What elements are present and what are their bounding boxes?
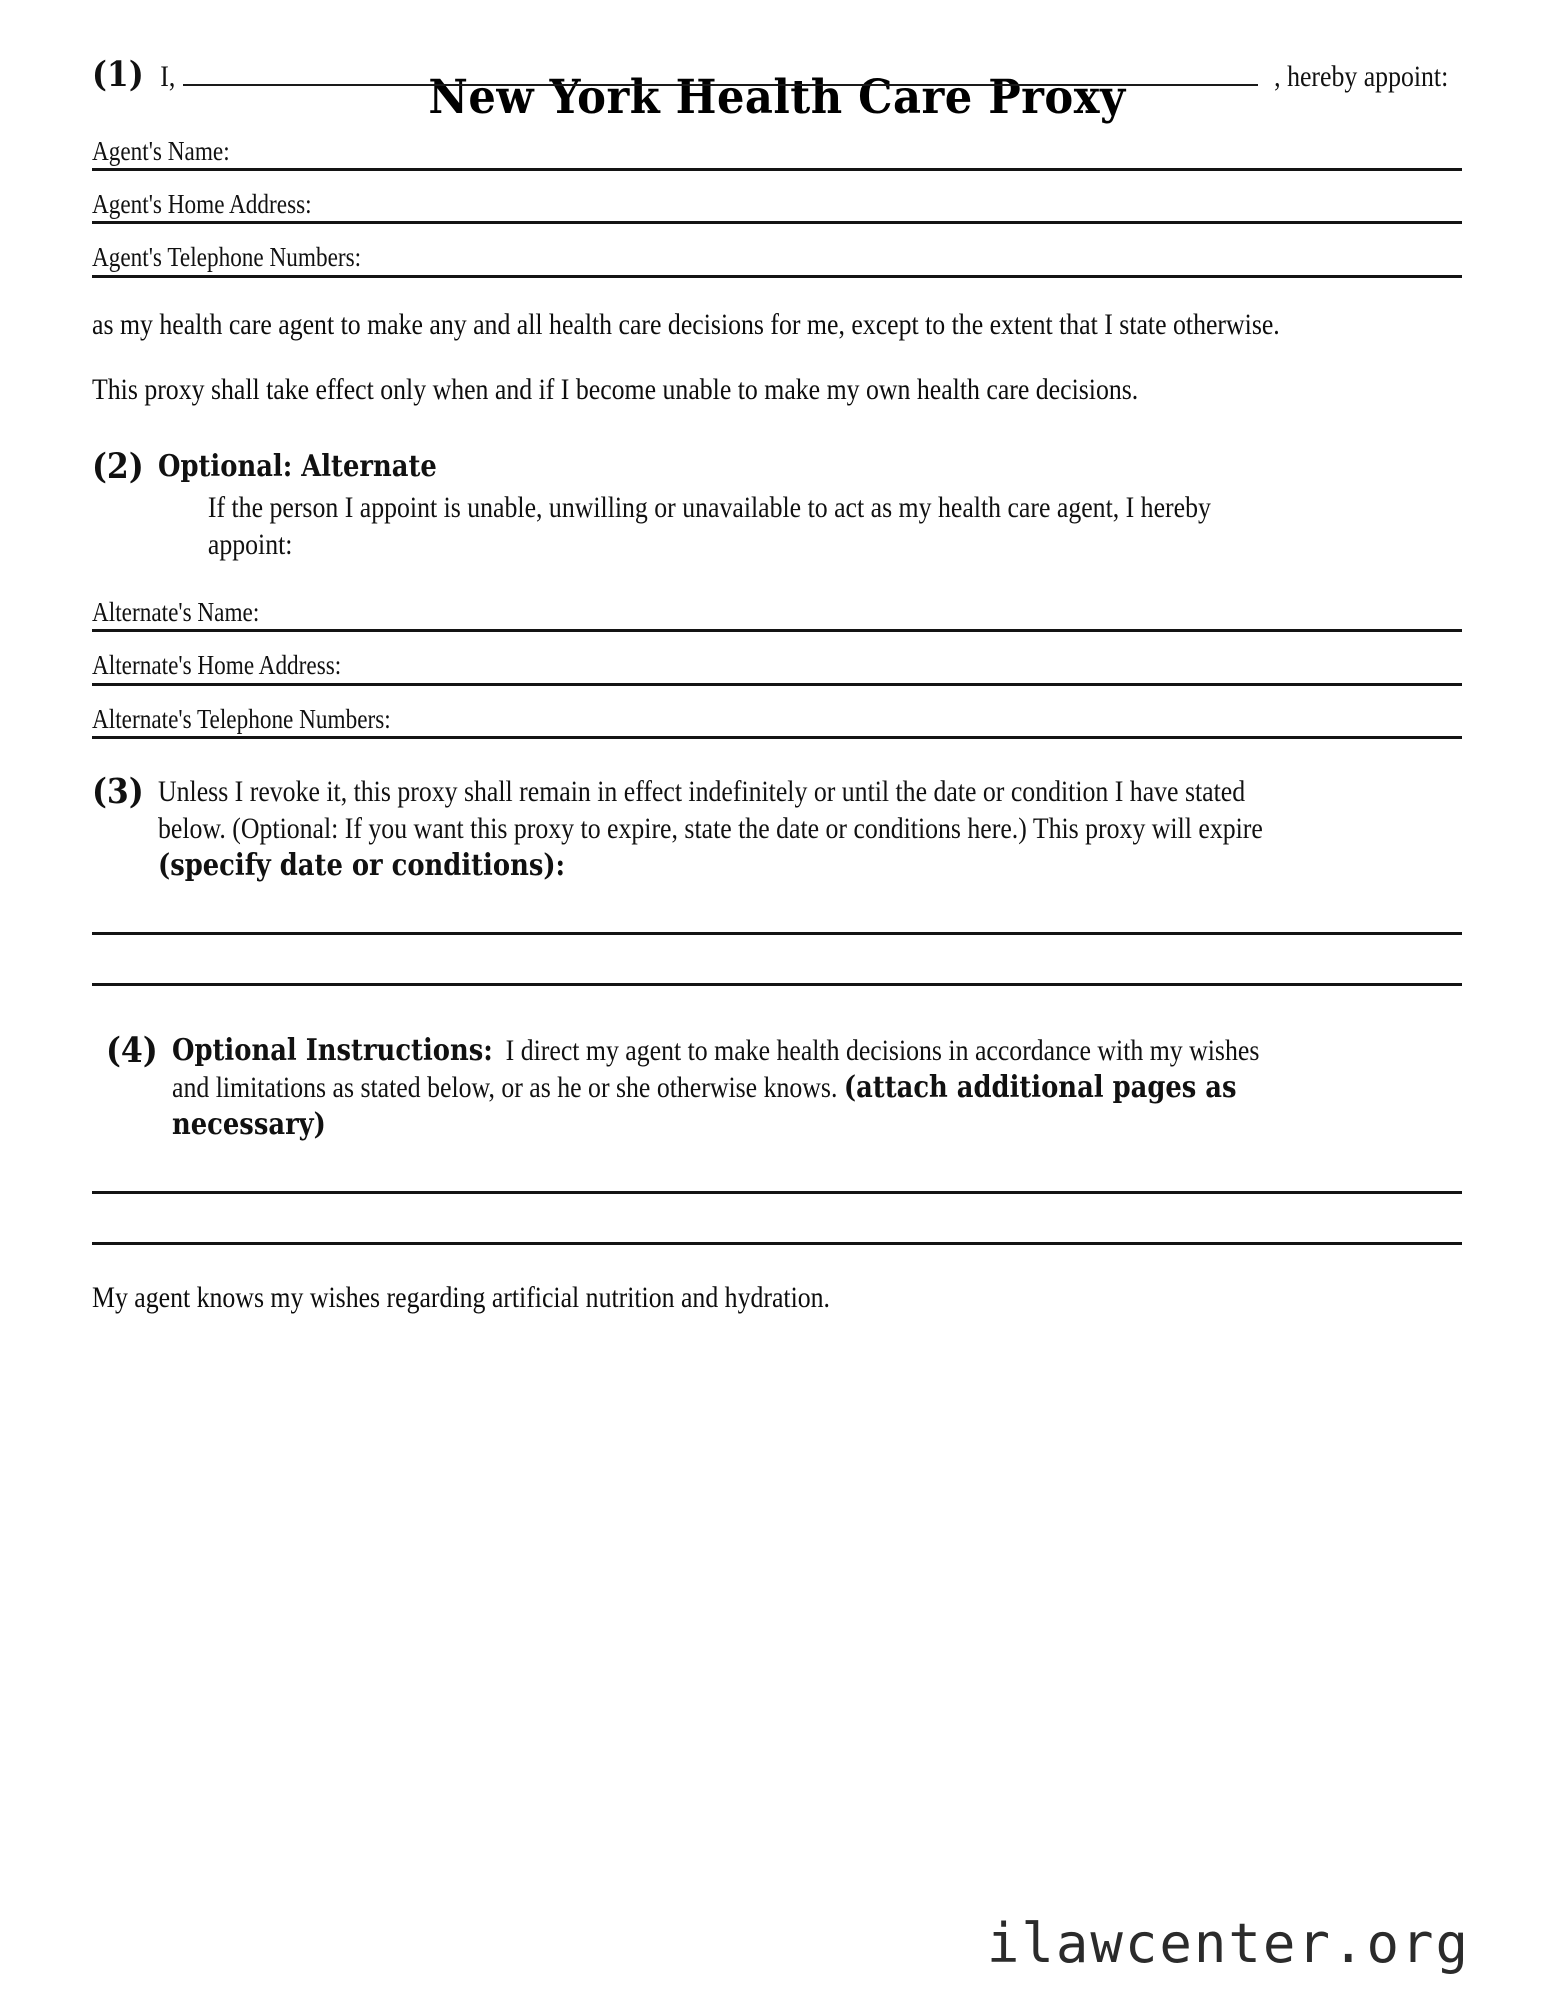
section-4-body-emphasis: (attach additional pages as necessary) <box>172 1070 1238 1143</box>
section-4 <box>92 1032 1462 1143</box>
section-4-content <box>172 1032 1281 1143</box>
section-2 <box>92 448 1462 563</box>
closing-paragraph: My agent knows my wishes regarding artificial nutrition and hydration. <box>92 1281 831 1315</box>
section-1-lead-text: I, <box>160 60 176 93</box>
agent-telephone-label: Agent's Telephone Numbers: <box>92 242 362 273</box>
section-4-body: I direct my agent to make health decisions in accordance with my wishes and limitations as stated below, or as he or she otherwise knows. <box>172 1034 1260 1105</box>
section-4-number: (4) <box>106 1030 158 1072</box>
section-4-heading: Optional Instructions: <box>172 1033 494 1069</box>
section-4-write-in-line-1[interactable] <box>92 1191 1462 1194</box>
section-3-write-in-line-1[interactable] <box>92 932 1462 935</box>
section-2-body-wrap <box>158 489 1279 563</box>
agent-home-address-label: Agent's Home Address: <box>92 189 312 220</box>
agent-name-field[interactable] <box>92 136 1462 171</box>
section-3-body-emphasis: (specify date or conditions): <box>158 848 566 884</box>
section-2-body: If the person I appoint is unable, unwilling or unavailable to act as my health care agent, I hereby appoint: <box>208 491 1212 562</box>
page-title: New York Health Care Proxy <box>428 70 1126 125</box>
section-3 <box>92 770 1462 884</box>
alternate-name-label: Alternate's Name: <box>92 597 260 628</box>
section-3-number: (3) <box>92 770 144 812</box>
section-1-intro-row <box>92 56 1462 94</box>
section-2-content <box>158 448 1279 563</box>
section-3-content <box>158 773 1279 884</box>
alternate-telephone-field[interactable] <box>92 704 1462 739</box>
alternate-home-address-label: Alternate's Home Address: <box>92 650 342 681</box>
principal-name-blank[interactable] <box>183 60 1258 86</box>
site-watermark: ilawcenter.org <box>986 1912 1470 1975</box>
section-2-heading: Optional: Alternate <box>158 449 438 485</box>
section-1-tail-text: , hereby appoint: <box>1273 60 1448 93</box>
section-2-number: (2) <box>92 446 144 488</box>
alternate-name-field[interactable] <box>92 597 1462 632</box>
agent-home-address-field[interactable] <box>92 189 1462 224</box>
section-1-number: (1) <box>92 54 144 95</box>
section-3-body: Unless I revoke it, this proxy shall remain in effect indefinitely or until the date or condition I have stated below. (Optional: If you want this proxy to expire, state the date or conditions here.) This proxy will expire <box>158 774 1264 845</box>
document-body <box>92 0 1462 1316</box>
section-1-paragraph-2: This proxy shall take effect only when and if I become unable to make my own health care decisions. <box>92 372 1139 406</box>
agent-telephone-field[interactable] <box>92 242 1462 277</box>
alternate-telephone-label: Alternate's Telephone Numbers: <box>92 703 391 734</box>
section-1-paragraph-1: as my health care agent to make any and all health care decisions for me, except to the extent that I state otherwise. <box>92 307 1280 341</box>
alternate-home-address-field[interactable] <box>92 650 1462 685</box>
agent-name-label: Agent's Name: <box>92 136 230 166</box>
